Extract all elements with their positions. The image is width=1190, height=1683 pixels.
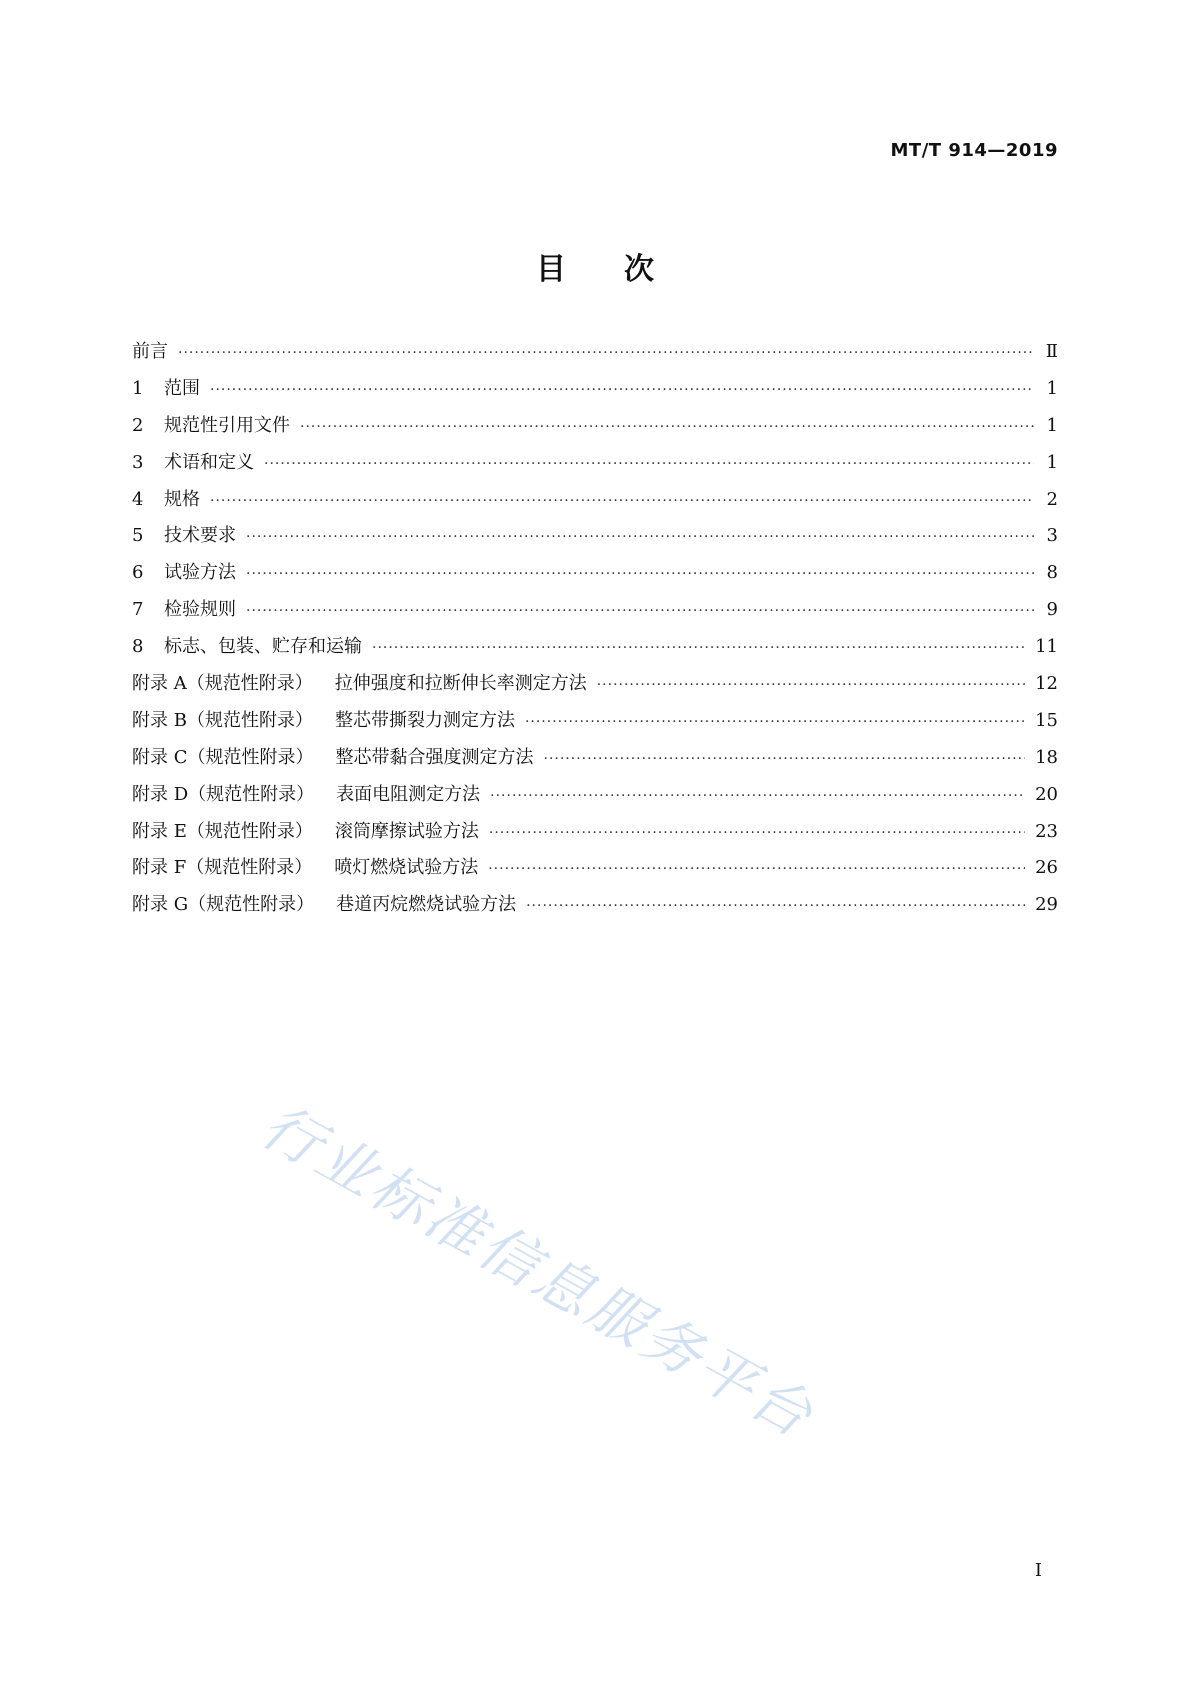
dot-leader xyxy=(264,452,1034,476)
toc-entry-label: 技术要求 xyxy=(164,525,236,547)
toc-entry-inspection-rules[interactable] xyxy=(132,598,1058,635)
toc-entry-number: 3 xyxy=(132,451,144,473)
toc-entry-label: 巷道丙烷燃烧试验方法 xyxy=(336,894,517,916)
dot-leader xyxy=(526,894,1025,918)
toc-entry-page: 9 xyxy=(1046,599,1058,621)
dot-leader xyxy=(597,673,1025,697)
appendix-designation: 附录 C（规范性附录） xyxy=(132,746,314,768)
toc-entry-appendix-c[interactable] xyxy=(132,746,1058,783)
toc-entry-page: 1 xyxy=(1046,451,1058,473)
dot-leader xyxy=(178,341,1034,365)
dot-leader xyxy=(489,821,1025,845)
dot-leader xyxy=(246,525,1034,549)
toc-entry-page: 12 xyxy=(1035,673,1058,695)
dot-leader xyxy=(210,489,1034,513)
toc-entry-label: 术语和定义 xyxy=(164,451,254,473)
appendix-designation: 附录 E（规范性附录） xyxy=(132,820,313,842)
toc-entry-normative-references[interactable] xyxy=(132,414,1058,451)
toc-entry-label: 喷灯燃烧试验方法 xyxy=(334,857,479,879)
toc-entry-foreword[interactable] xyxy=(132,340,1058,377)
toc-entry-page: 15 xyxy=(1035,709,1058,731)
toc-entry-specifications[interactable] xyxy=(132,488,1058,525)
dot-leader xyxy=(488,857,1025,881)
toc-entry-number: 4 xyxy=(132,488,144,510)
table-of-contents xyxy=(132,340,1058,930)
dot-leader xyxy=(300,415,1034,439)
toc-entry-scope[interactable] xyxy=(132,377,1058,414)
toc-entry-label: 表面电阻测定方法 xyxy=(336,783,481,805)
toc-entry-marking-packaging[interactable] xyxy=(132,635,1058,672)
toc-entry-page: 23 xyxy=(1035,820,1058,842)
toc-entry-page: 3 xyxy=(1046,525,1058,547)
toc-entry-label: 滚筒摩擦试验方法 xyxy=(334,820,479,842)
toc-entry-label: 标志、包装、贮存和运输 xyxy=(164,636,362,658)
toc-entry-label: 规范性引用文件 xyxy=(164,414,290,436)
dot-leader xyxy=(246,599,1034,623)
dot-leader xyxy=(544,747,1026,771)
toc-entry-page: 2 xyxy=(1046,488,1058,510)
appendix-designation: 附录 B（规范性附录） xyxy=(132,709,313,731)
toc-entry-test-methods[interactable] xyxy=(132,561,1058,598)
appendix-designation: 附录 F（规范性附录） xyxy=(132,857,313,879)
toc-entry-page: 1 xyxy=(1046,377,1058,399)
toc-entry-appendix-d[interactable] xyxy=(132,783,1058,820)
toc-entry-page: 1 xyxy=(1046,414,1058,436)
standard-number: MT/T 914—2019 xyxy=(890,140,1058,161)
toc-entry-page: 20 xyxy=(1035,783,1058,805)
watermark: 行业标准信息服务平台 xyxy=(250,1091,826,1452)
appendix-designation: 附录 A（规范性附录） xyxy=(132,673,313,695)
toc-entry-page: 26 xyxy=(1035,857,1058,879)
toc-entry-technical-requirements[interactable] xyxy=(132,524,1058,561)
toc-entry-appendix-g[interactable] xyxy=(132,893,1058,930)
toc-entry-terms-definitions[interactable] xyxy=(132,451,1058,488)
dot-leader xyxy=(525,710,1025,734)
toc-entry-page: Ⅱ xyxy=(1045,341,1058,362)
page-title: 目次 xyxy=(536,252,712,287)
dot-leader xyxy=(372,636,1025,660)
page-number: I xyxy=(1034,1560,1042,1581)
toc-entry-page: 29 xyxy=(1035,894,1058,916)
toc-entry-number: 1 xyxy=(132,377,144,399)
appendix-designation: 附录 D（规范性附录） xyxy=(132,783,315,805)
toc-entry-page: 11 xyxy=(1035,636,1058,658)
toc-entry-number: 7 xyxy=(132,599,144,621)
toc-entry-appendix-b[interactable] xyxy=(132,709,1058,746)
toc-entry-label: 整芯带黏合强度测定方法 xyxy=(335,746,534,768)
toc-entry-label: 前言 xyxy=(132,341,168,362)
toc-entry-number: 5 xyxy=(132,525,144,547)
dot-leader xyxy=(210,378,1034,402)
toc-entry-appendix-e[interactable] xyxy=(132,820,1058,857)
appendix-designation: 附录 G（规范性附录） xyxy=(132,894,315,916)
toc-entry-appendix-f[interactable] xyxy=(132,856,1058,893)
toc-entry-number: 6 xyxy=(132,562,144,584)
toc-entry-label: 整芯带撕裂力测定方法 xyxy=(334,709,515,731)
toc-entry-label: 试验方法 xyxy=(164,562,236,584)
toc-entry-label: 范围 xyxy=(164,377,200,399)
toc-entry-page: 18 xyxy=(1035,746,1058,768)
toc-entry-appendix-a[interactable] xyxy=(132,672,1058,709)
toc-entry-label: 拉伸强度和拉断伸长率测定方法 xyxy=(334,673,587,695)
dot-leader xyxy=(490,784,1025,808)
dot-leader xyxy=(246,562,1034,586)
toc-entry-number: 8 xyxy=(132,636,144,658)
toc-entry-number: 2 xyxy=(132,414,144,436)
toc-entry-page: 8 xyxy=(1046,562,1058,584)
toc-entry-label: 检验规则 xyxy=(164,599,236,621)
toc-entry-label: 规格 xyxy=(164,488,200,510)
